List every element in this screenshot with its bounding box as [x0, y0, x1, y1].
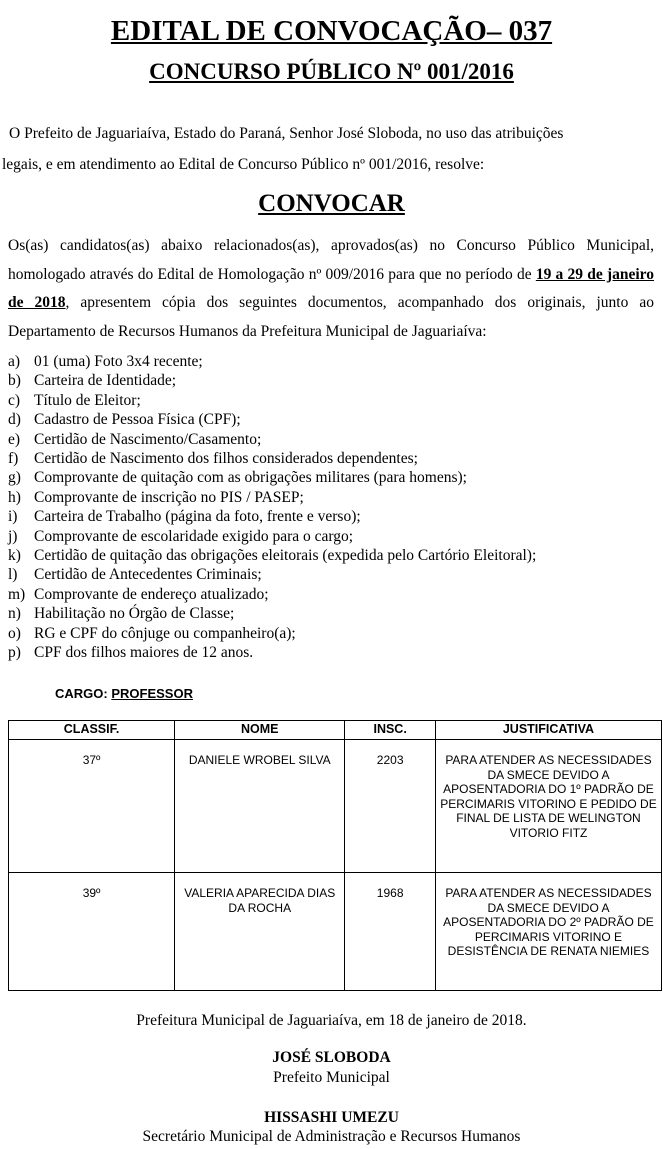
- document-text: Carteira de Trabalho (página da foto, frente e verso);: [34, 508, 361, 526]
- intro-paragraph: [2, 118, 662, 180]
- document-item: [8, 430, 648, 449]
- table-header-row: [9, 721, 662, 740]
- document-letter: m): [8, 585, 26, 603]
- cell-nome: DANIELE WROBEL SILVA: [175, 740, 345, 873]
- document-item: [8, 527, 648, 546]
- cell-nome: VALERIA APARECIDA DIAS DA ROCHA: [175, 873, 345, 991]
- document-text: Comprovante de endereço atualizado;: [34, 585, 269, 603]
- document-text: Título de Eleitor;: [34, 391, 141, 409]
- document-text: Cadastro de Pessoa Física (CPF);: [34, 411, 241, 429]
- header-justificativa: JUSTIFICATIVA: [435, 721, 661, 740]
- document-letter: n): [8, 605, 21, 623]
- convocation-text-end: , apresentem cópia dos seguintes documentos, acompanhado dos originais, junto ao Departamento de Recursos Humanos da Prefeitura Municipal de Jaguariaíva:: [8, 294, 655, 340]
- document-text: CPF dos filhos maiores de 12 anos.: [34, 644, 254, 662]
- document-text: Comprovante de quitação com as obrigações militares (para homens);: [34, 469, 467, 487]
- place-and-date: Prefeitura Municipal de Jaguariaíva, em 18 de janeiro de 2018.: [136, 1012, 527, 1029]
- signer-1-name: JOSÉ SLOBODA: [272, 1049, 391, 1066]
- document-letter: f): [8, 450, 19, 468]
- cell-classif: 39º: [9, 873, 175, 991]
- presentation-period: 19 a 29 de janeiro de 2018: [8, 265, 654, 311]
- document-text: Habilitação no Órgão de Classe;: [34, 605, 235, 623]
- document-item: [8, 585, 648, 604]
- document-item: [8, 371, 648, 390]
- convocar-heading: CONVOCAR: [258, 190, 405, 217]
- cell-justificativa: PARA ATENDER AS NECESSIDADES DA SMECE DEVIDO A APOSENTADORIA DO 2º PADRÃO DE PERCIMARIS VITORINO E DESISTÊNCIA DE RENATA NIEMIES: [435, 873, 661, 991]
- document-item: [8, 468, 648, 487]
- document-text: Certidão de Nascimento dos filhos considerados dependentes;: [34, 450, 418, 468]
- document-text: Comprovante de inscrição no PIS / PASEP;: [34, 488, 304, 506]
- header-classif: CLASSIF.: [9, 721, 175, 740]
- document-letter: d): [8, 411, 21, 429]
- document-item: [8, 546, 648, 565]
- signer-2-name: HISSASHI UMEZU: [264, 1109, 399, 1126]
- document-item: [8, 449, 648, 468]
- document-letter: g): [8, 469, 21, 487]
- candidates-table: [8, 720, 662, 991]
- document-item: [8, 624, 648, 643]
- document-item: [8, 352, 648, 371]
- header-insc: INSC.: [345, 721, 436, 740]
- signer-1-role: Prefeito Municipal: [273, 1069, 390, 1086]
- document-letter: a): [8, 353, 21, 370]
- document-letter: e): [8, 430, 21, 448]
- document-item: [8, 391, 648, 410]
- document-letter: l): [8, 566, 18, 584]
- document-text: Certidão de Antecedentes Criminais;: [34, 566, 262, 584]
- document-letter: o): [8, 624, 21, 642]
- signer-2-role: Secretário Municipal de Administração e Recursos Humanos: [142, 1128, 521, 1145]
- document-letter: p): [8, 644, 21, 662]
- document-title: EDITAL DE CONVOCAÇÃO– 037: [110, 15, 553, 47]
- document-text: Carteira de Identidade;: [34, 372, 177, 390]
- document-item: [8, 507, 648, 526]
- document-letter: c): [8, 391, 21, 409]
- cargo-line: [55, 686, 193, 701]
- document-item: [8, 488, 648, 507]
- cargo-label: CARGO:: [55, 686, 108, 701]
- document-letter: j): [8, 527, 18, 545]
- document-text: RG e CPF do cônjuge ou companheiro(a);: [34, 624, 296, 642]
- document-item: [8, 410, 648, 429]
- cell-justificativa: PARA ATENDER AS NECESSIDADES DA SMECE DEVIDO A APOSENTADORIA DO 1º PADRÃO DE PERCIMARIS VITORINO E PEDIDO DE FINAL DE LISTA DE WELINGTON VITORIO FITZ: [435, 740, 661, 873]
- document-text: Comprovante de escolaridade exigido para o cargo;: [34, 527, 354, 545]
- cell-insc: 1968: [345, 873, 436, 991]
- convocation-text-start: Os(as) candidatos(as) abaixo relacionados(as), aprovados(as) no Concurso Público Municipal, homologado através do Edital de Homologação nº 009/2016 para que no período de: [8, 237, 654, 283]
- table-row: [9, 873, 662, 991]
- cell-insc: 2203: [345, 740, 436, 873]
- document-letter: h): [8, 488, 21, 506]
- document-item: [8, 604, 648, 623]
- header-nome: NOME: [175, 721, 345, 740]
- document-text: Certidão de Nascimento/Casamento;: [34, 430, 262, 448]
- document-subtitle: CONCURSO PÚBLICO Nº 001/2016: [149, 59, 514, 84]
- document-item: [8, 643, 648, 662]
- table-row: [9, 740, 662, 873]
- cargo-value: PROFESSOR: [111, 686, 193, 701]
- document-text: 01 (uma) Foto 3x4 recente;: [34, 353, 203, 370]
- document-letter: i): [8, 508, 18, 526]
- document-letter: b): [8, 372, 21, 390]
- convocation-paragraph: [8, 232, 654, 346]
- document-text: Certidão de quitação das obrigações eleitorais (expedida pelo Cartório Eleitoral);: [34, 547, 537, 565]
- intro-line-2: legais, e em atendimento ao Edital de Concurso Público nº 001/2016, resolve:: [2, 156, 485, 173]
- cell-classif: 37º: [9, 740, 175, 873]
- document-item: [8, 565, 648, 584]
- required-documents-list: [8, 352, 648, 663]
- document-letter: k): [8, 547, 21, 565]
- intro-line-1: O Prefeito de Jaguariaíva, Estado do Paraná, Senhor José Sloboda, no uso das atribuições: [9, 125, 564, 142]
